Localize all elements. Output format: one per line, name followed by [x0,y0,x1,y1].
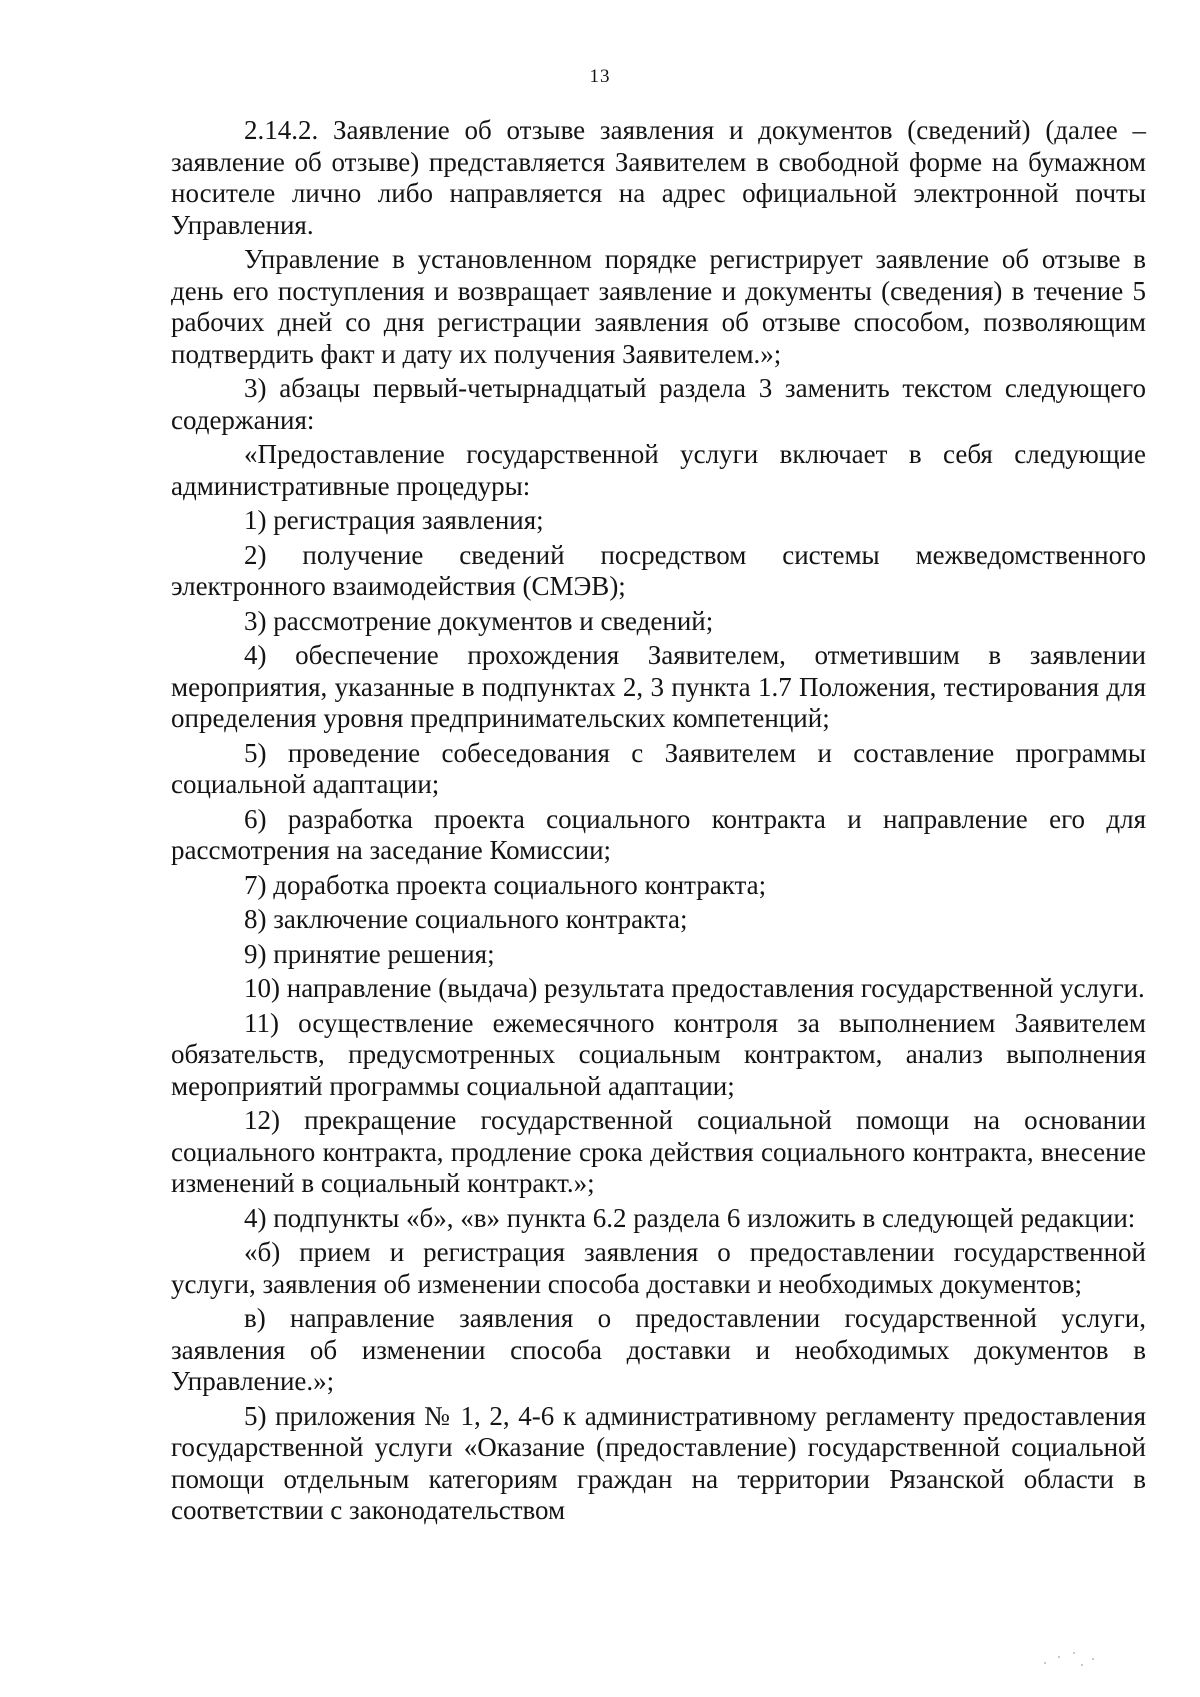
document-body [171,115,1146,1527]
list-item-3: 3) рассмотрение документов и сведений; [244,605,714,636]
list-item-11: 11) осуществление ежемесячного контроля за выполнением Заявителем обязательств, предусмотренных социальным контрактом, анализ выполнения мероприятий программы социальной адаптации; [171,1007,1146,1101]
list-item-1: 1) регистрация заявления; [244,505,544,535]
list-item-2: 2) получение сведений посредством системы межведомственного электронного взаимодействия (СМЭВ); [171,539,1146,601]
list-item-8: 8) заключение социального контракта; [244,904,688,934]
scan-specks [1040,1650,1100,1670]
list-item-7: 7) доработка проекта социального контракта; [244,869,767,900]
list-item-12: 12) прекращение государственной социальной помощи на основании социального контракта, продление срока действия социального контракта, внесение изменений в социальный контракт.»; [171,1105,1146,1198]
paragraph-subitem-v: в) направление заявления о предоставлении государственной услуги, заявления об изменении способа доставки и необходимых документов в Управление.»; [171,1303,1146,1396]
paragraph-registration: Управление в установленном порядке регистрирует заявление об отзыве в день его поступления и возвращает заявление и документы (сведения) в течение 5 рабочих дней со дня регистрации заявления об отзыве способом, позволяющим подтвердить факт и дату их получения Заявителем.»; [171,244,1146,369]
paragraph-amendment-5: 5) приложения № 1, 2, 4-6 к административному регламенту предоставления государственной услуги «Оказание (предоставление) государственной социальной помощи отдельным категориям граждан на территории Рязанской области в соответствии с законодательством [171,1400,1146,1525]
paragraph-subitem-b: «б) прием и регистрация заявления о предоставлении государственной услуги, заявления об изменении способа доставки и необходимых документов; [171,1237,1146,1299]
list-item-5: 5) проведение собеседования с Заявителем и составление программы социальной адаптации; [171,737,1146,799]
paragraph-2-14-2: 2.14.2. Заявление об отзыве заявления и документов (сведений) (далее – заявление об отзыве) представляется Заявителем в свободной форме на бумажном носителе лично либо направляется на адрес официальной электронной почты Управления. [171,115,1146,240]
paragraph-procedures-intro: «Предоставление государственной услуги включает в себя следующие административные процедуры: [171,439,1146,501]
paragraph-amendment-4: 4) подпункты «б», «в» пункта 6.2 раздела 6 изложить в следующей редакции: [244,1202,1136,1233]
list-item-10: 10) направление (выдача) результата предоставления государственной услуги. [244,973,1145,1003]
page-number: 13 [589,66,611,87]
list-item-9: 9) принятие решения; [244,938,495,969]
list-item-4: 4) обеспечение прохождения Заявителем, отметившим в заявлении мероприятия, указанные в подпунктах 2, 3 пункта 1.7 Положения, тестирования для определения уровня предпринимательских компетенций; [171,640,1146,733]
list-item-6: 6) разработка проекта социального контракта и направление его для рассмотрения на заседание Комиссии; [171,803,1146,865]
paragraph-amendment-3: 3) абзацы первый-четырнадцатый раздела 3 заменить текстом следующего содержания: [171,373,1146,435]
